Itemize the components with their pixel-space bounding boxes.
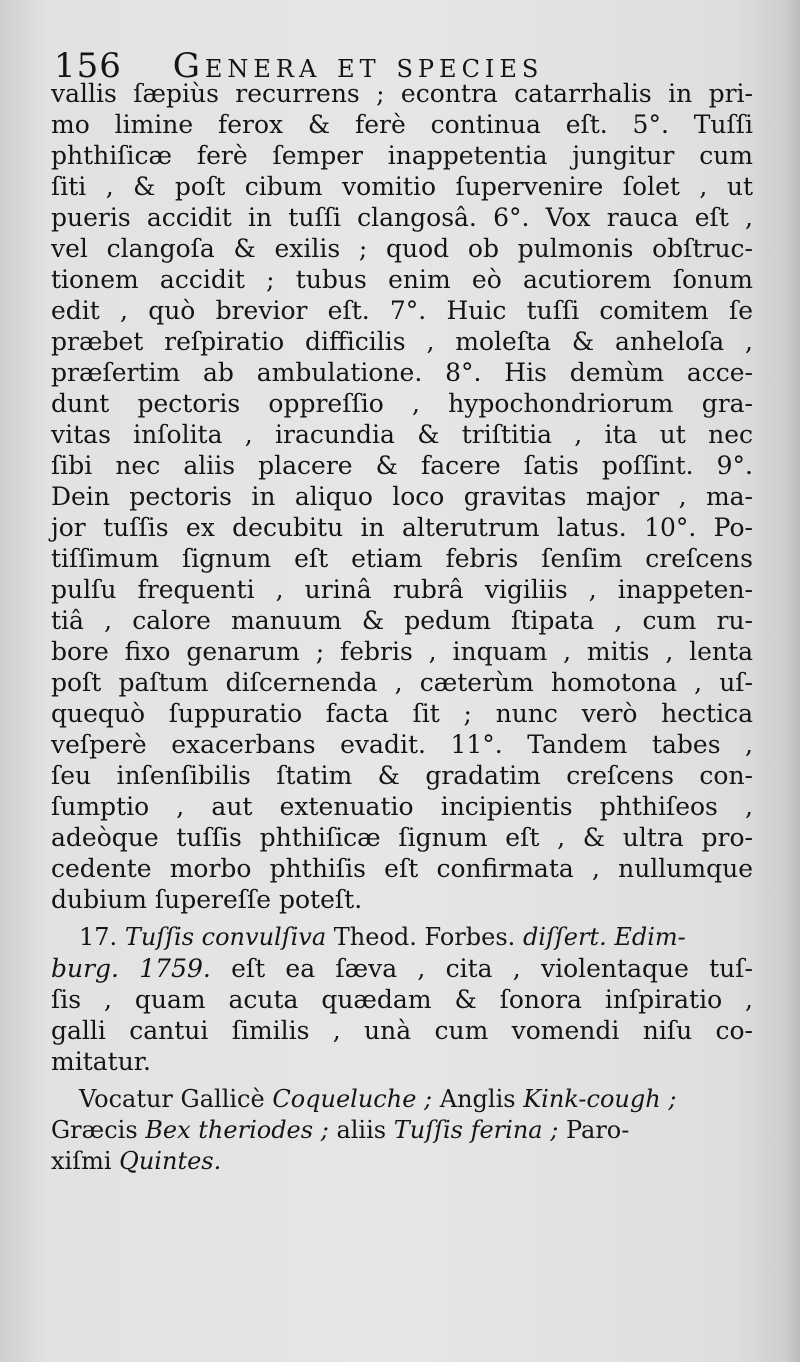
text-segment: Græcis	[51, 1116, 138, 1144]
text-segment: eſt ea ſæva , cita , violentaque tuſ-	[231, 954, 753, 983]
section-title: Tuſſis convulſiva	[124, 923, 327, 951]
running-head: Genera et species	[172, 46, 544, 86]
text-line: ſeu inſenſibilis ſtatim & gradatim creſcens con-	[51, 761, 753, 790]
text-line: bore fixo genarum ; febris , inquam , mitis , lenta	[51, 637, 753, 666]
page-text	[51, 78, 753, 1177]
english-name: Kink-cough ;	[523, 1085, 677, 1113]
text-line: tionem accidit ; tubus enim eò acutiorem ſonum	[51, 265, 753, 294]
text-line: vallis ſæpiùs recurrens ; econtra catarrhalis in pri-	[51, 79, 753, 108]
text-line: edit , quò brevior eſt. 7°. Huic tuſſi comitem ſe	[51, 296, 753, 325]
synonyms-line-2	[51, 1115, 753, 1146]
text-line: pueris accidit in tuſſi clangosâ. 6°. Vox rauca eſt ,	[51, 203, 753, 232]
paragraph-gap	[51, 1077, 753, 1084]
text-line: veſperè exacerbans evadit. 11°. Tandem tabes ,	[51, 730, 753, 759]
text-line: ſis , quam acuta quædam & ſonora inſpiratio ,	[51, 985, 753, 1014]
text-segment: xiſmi	[51, 1147, 112, 1175]
text-line: poſt paſtum diſcernenda , cæterùm homotona , uſ-	[51, 668, 753, 697]
greek-name: Bex theriodes ;	[145, 1116, 329, 1144]
text-line: tiâ , calore manuum & pedum ſtipata , cum ru-	[51, 606, 753, 635]
text-segment: Anglis	[439, 1085, 516, 1113]
text-line: vitas inſolita , iracundia & triſtitia , ita ut nec	[51, 420, 753, 449]
text-line: quequò ſuppuratio facta ſit ; nunc verò hectica	[51, 699, 753, 728]
french-name: Coqueluche ;	[272, 1085, 433, 1113]
text-line: Dein pectoris in aliquo loco gravitas major , ma-	[51, 482, 753, 511]
author-reference: Theod. Forbes.	[333, 923, 516, 951]
text-line: galli cantui ſimilis , unà cum vomendi niſu co-	[51, 1016, 753, 1045]
text-line: phthiſicæ ferè ſemper inappetentia jungitur cum	[51, 141, 753, 170]
text-line: ſibi nec aliis placere & facere ſatis poſſint. 9°.	[51, 451, 753, 480]
paragraph-gap	[51, 915, 753, 922]
text-line: præbet reſpiratio difficilis , moleſta & anheloſa ,	[51, 327, 753, 356]
text-line: jor tuſſis ex decubitu in alterutrum latus. 10°. Po-	[51, 513, 753, 542]
section-number: 17.	[79, 923, 118, 951]
page-edge-shadow	[786, 0, 800, 1362]
text-line: mitatur.	[51, 1047, 151, 1076]
page-number: 156	[54, 46, 122, 86]
text-line: vel clangoſa & exilis ; quod ob pulmonis obſtruc-	[51, 234, 753, 263]
section-17-heading	[51, 922, 753, 953]
synonyms-line-3	[51, 1146, 753, 1177]
text-line: adeòque tuſſis phthiſicæ ſignum eſt , & ultra pro-	[51, 823, 753, 852]
text-line: dunt pectoris oppreſſio , hypochondriorum gra-	[51, 389, 753, 418]
work-reference: diſſert. Edim-	[522, 923, 686, 951]
text-line: dubium ſupereſſe poteſt.	[51, 885, 363, 914]
text-line: ſiti , & poſt cibum vomitio ſupervenire ſolet , ut	[51, 172, 753, 201]
text-segment: Paro-	[565, 1116, 630, 1144]
text-line: præſertim ab ambulatione. 8°. His demùm acce-	[51, 358, 753, 387]
paroxysm-name: Quintes.	[119, 1147, 222, 1175]
text-line	[51, 953, 753, 984]
work-reference-continued: burg. 1759.	[51, 954, 211, 983]
text-line: cedente morbo phthiſis eſt confirmata , nullumque	[51, 854, 753, 883]
text-line: tiſſimum ſignum eſt etiam febris ſenſim creſcens	[51, 544, 753, 573]
text-segment: Vocatur Gallicè	[79, 1085, 265, 1113]
text-line: pulſu frequenti , urinâ rubrâ vigiliis , inappeten-	[51, 575, 753, 604]
text-line: ſumptio , aut extenuatio incipientis phthiſeos ,	[51, 792, 753, 821]
text-segment: aliis	[336, 1116, 387, 1144]
other-name: Tuſſis ferina ;	[393, 1116, 559, 1144]
text-line: mo limine ferox & ferè continua eſt. 5°. Tuſſi	[51, 110, 753, 139]
synonyms-line-1	[51, 1084, 753, 1115]
